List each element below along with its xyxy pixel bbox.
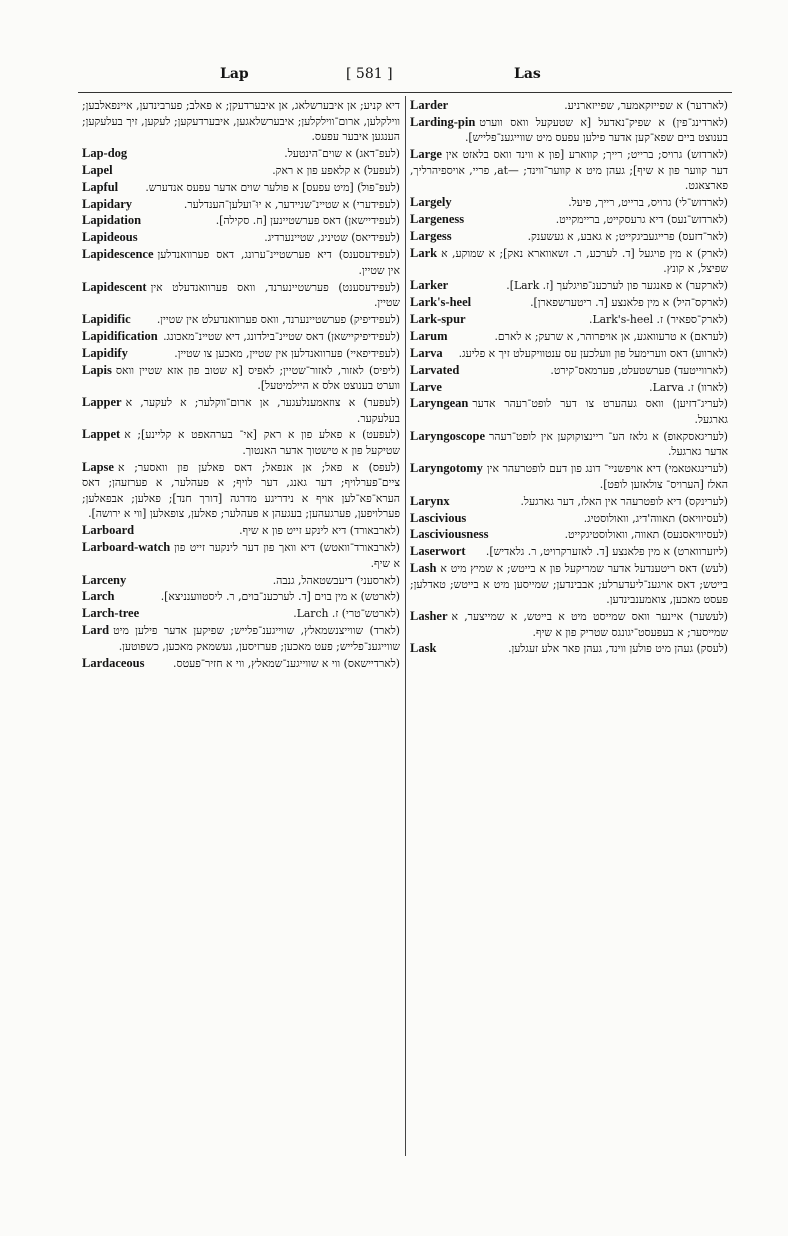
dictionary-entry [410, 429, 728, 460]
definition: (לארדזש־לי) גרויס, ברייט, רייך, פיעל. [568, 196, 728, 210]
definition: (לארווייטעד) פערשטעלט, פערמאס־קירט. [550, 363, 728, 377]
dictionary-entry [410, 380, 728, 396]
definition: (לארדזש) גרויס; ברייט; רייך; קווארע [פון א ווינד וואס בלאזט אין דער קווער פון א שיף]; געהן מיט א קווער־ווינד; —at, פריי, אויספיהרליך, פארצאגט. [410, 148, 728, 193]
headword: Lardaceous [82, 655, 145, 670]
definition: (לארסעני) דיעבשטאהל, גנבה. [272, 573, 400, 587]
definition: (לעפער) א צוזאמענלעגער, אן ארום־ווקלער; א לעקער, א בעלעקער. [125, 396, 400, 425]
headword: Lapidescent [82, 279, 147, 294]
headword: Lash [410, 561, 437, 576]
definition: (לעפידיאס) שטיניג, שטיינערדיג. [264, 231, 400, 245]
headword: Larum [410, 328, 448, 343]
headword: Lark-spur [410, 312, 466, 327]
column-divider [405, 96, 406, 1156]
headword: Lapidation [82, 213, 142, 228]
headword: Laryngoscope [410, 428, 485, 443]
dictionary-entry [410, 98, 728, 114]
headword: Larboard-watch [82, 540, 171, 555]
definition: (לארווע) דאס ווערימעל פון וועלכען עס ענטוויקעלט זיך א פליעג. [458, 346, 728, 360]
headword: Largess [410, 228, 452, 243]
dictionary-entry [410, 295, 728, 311]
right-column [410, 98, 728, 1158]
headword: Lapidific [82, 312, 131, 327]
definition: (לארד) שווייצנשמאלץ, שווייגענ־פלייש; שפיקען אדער פילען מיט שווייגענ־פלייש; פעט מאכען; פערזיסען, געשמאק מאכען, כשפוטען. [113, 624, 400, 653]
headword: Lasher [410, 609, 448, 624]
definition: (לארבאורד) דיא לינקע זייט פון א שיף. [239, 524, 400, 538]
dictionary-entry [82, 363, 400, 394]
headword: Lapidescence [82, 247, 154, 262]
dictionary-entry [410, 544, 728, 560]
headword: Lark [410, 245, 438, 260]
definition: (לערינקס) דיא לופטרעהר אין האלז, דער גארגעל. [520, 494, 728, 508]
continuation-text: דיא קניע; אן איבערשלאג, אן איבערדעקן; א פאלב; פערבינדען, איינפאלבען; ווילקלען, ארום־ווילקלען; איבערשלאגען, איבערדעקען; לעקען, זיך בעלעקען; הענגען איבער עפעס. [82, 99, 400, 143]
dictionary-entry [82, 427, 400, 458]
dictionary-entry [82, 540, 400, 571]
definition: (לעפידיפיק) פערשטיינערנד, וואס פערוואנדעלט אין שטיין. [156, 313, 400, 327]
dictionary-entry [82, 280, 400, 311]
definition: (לארדזש־נעס) דיא גרעסקייט, בריימקייט. [555, 213, 728, 227]
page-number: [ 581 ] [346, 66, 393, 82]
definition: (ליזערווארט) א מין פלאנצע [ד. לאזערקרויט, ר. גלאדיש]. [485, 545, 728, 559]
definition: (לעפעל) א קלאפע פון א ראק. [272, 163, 400, 177]
definition: (לארק) א מין פויגעל [ד. לערכע, ר. זשאווארא נאק]; א שמוקע, א שפיצל, א קונץ. [441, 246, 728, 276]
definition: (לערינגאטאמי) דיא אויפשניי־ דונג פון דעם לופטרעהר אין האלז [הערויס־ צולאזען לופט]. [486, 462, 728, 491]
headword: Lappet [82, 427, 121, 442]
headword: Larch-tree [82, 606, 140, 621]
dictionary-entry [82, 197, 400, 213]
dictionary-entry [82, 312, 400, 328]
dictionary-entry [82, 623, 400, 654]
definition: (לארטש־טרי) ז. Larch. [293, 607, 400, 621]
headword: Largely [410, 195, 452, 210]
dictionary-entry [410, 511, 728, 527]
dictionary-entry [410, 278, 728, 294]
dictionary-entry [82, 163, 400, 179]
definition: (לעפ־פול) [מיט עפעס] א פולער שוים אדער עפעס אנדערש. [145, 180, 400, 194]
definition: (לעפס) א פאל; אן אנפאל; דאס פאלען פון וואסער; א ציים־פערלויף; דער גאנג, דער לויף; א פעהלער, א פערזעהן; דאס הערא־פא־לען אויף א נידריגע מדרגה [דורך חנד]; פאלען; אבפאלען; פערלויפען, פערגעהען; בעגעהן א פעהלער; פאלען, צופאלען [ווי א ירושה]. [82, 460, 400, 521]
headword: Lard [82, 623, 110, 638]
definition: (לארקס־היל) א מין פלאנצע [ד. ריטערשפארן]. [530, 296, 728, 310]
headword: Lap-dog [82, 145, 128, 160]
dictionary-entry [410, 561, 728, 608]
dictionary-entry [82, 606, 400, 622]
definition: (לארקער) א פאנגער פון לערכענ־פויגלעך [ז. Lark]. [506, 279, 728, 293]
headword: Larceny [82, 572, 127, 587]
headword: Laryngean [410, 396, 469, 411]
definition: (לעפעט) א פאלע פון א ראק [אי־ בערהאפט א קליינע]; א שטיקעל פון א טישטוך אדער האנטוך. [124, 428, 400, 457]
headword: Laserwort [410, 544, 466, 559]
definition: (לעראם) א טרעוואגע, אן אויפרוהר, א שרעק; א לארם. [494, 329, 728, 343]
definition: (לעפידיישאן) דאס פערשטיינען [ח. סקילה]. [215, 214, 400, 228]
headword: Lapper [82, 395, 122, 410]
dictionary-entry [410, 229, 728, 245]
definition: (לארדינג־פין) א שפיק־נאדעל [א שטעקעל וואס ווערט בענוצט ביים שפא־קען אדער פילען עפעס מיט שווייגענ־פלייש]. [464, 115, 728, 145]
dictionary-entry [410, 609, 728, 640]
dictionary-entry [410, 641, 728, 657]
dictionary-entry [82, 656, 400, 672]
dictionary-entry [82, 247, 400, 278]
headword: Large [410, 147, 442, 162]
headword: Lascivious [410, 510, 467, 525]
dictionary-entry [410, 461, 728, 492]
definition: (ליפיס) לאזור, לאזור־שטיין; לאפיס [א שטוב פון אזא שטיין וואס ווערט בענוצט אלס א היילמיטעל]. [115, 363, 400, 393]
headword: Larding-pin [410, 114, 476, 129]
dictionary-entry [82, 523, 400, 539]
definition: (לארטש) א מין בוים [ד. לערכענ־בוים, ר. ליסטווענניצא]. [160, 590, 400, 604]
dictionary-entry [410, 346, 728, 362]
definition: (לעפידערי) א שטיינ־שניידער, א יוּ־ועלען־הענדלער. [183, 197, 400, 211]
definition: (לעסיוויאסנעס) תאווה, וואולוסטיגקייט. [564, 528, 728, 542]
definition: (לעריג־דזיען) וואס געהערט צו דער לופט־רעהר אדער גארגעל. [472, 397, 728, 426]
dictionary-entry [82, 213, 400, 229]
dictionary-entry [82, 395, 400, 426]
header-right-guideword: Las [514, 66, 541, 82]
definition: (לעפידעסענס) דיא פערשטיינ־ערונג, דאס פערוואנדלען אין שטיין. [157, 248, 400, 277]
dictionary-entry [410, 115, 728, 146]
headword: Lask [410, 641, 437, 656]
dictionary-entry [410, 212, 728, 228]
header-left-guideword: Lap [220, 66, 249, 82]
definition: (לעפידיפאיי) פערוואנדלען אין שטיין, מאכען צו שטיין. [174, 346, 400, 360]
definition: (לעפידעסענט) פערשטיינערנד, וואס פערוואנדעלט אין שטיין. [150, 280, 400, 310]
dictionary-entry [82, 230, 400, 246]
definition: (לעסק) געהן מיט פולען ווינד, געהן פאר אלע זעגלען. [508, 642, 728, 656]
definition: (לארק־ספאיר) ז. Lark's-heel. [589, 313, 728, 327]
dictionary-entry [82, 589, 400, 605]
headword: Larvated [410, 362, 460, 377]
definition: (לעסיוויאס) תאווה'דיג, וואולוסטיג. [583, 511, 728, 525]
headword: Lapidary [82, 196, 133, 211]
dictionary-entry [82, 346, 400, 362]
definition: (לעפ־דאג) א שוים־הינטעל. [284, 146, 400, 160]
definition: (לעפידיפיקיישאן) דאס שטיינ־בילדונג, דיא שטיינ־מאכונג. [163, 329, 400, 343]
headword: Lapidification [82, 328, 158, 343]
dictionary-entry [410, 494, 728, 510]
definition: (לעריגאסקאופ) א גלאז הע־ ריינצוקוקען אין לופט־רעהר אדער גארגעל. [489, 429, 728, 459]
headword: Lapel [82, 162, 113, 177]
left-column [82, 98, 400, 1158]
dictionary-entry [410, 246, 728, 277]
definition: (לארוו) ז. Larva. [649, 380, 728, 394]
headword: Lasciviousness [410, 527, 489, 542]
headword: Lapis [82, 362, 112, 377]
dictionary-entry [410, 147, 728, 194]
definition: (לארדיישאס) ווי א שווייגענ־שמאלץ, ווי א חזיר־פעטס. [173, 656, 400, 670]
headword: Laryngotomy [410, 461, 483, 476]
dictionary-entry [410, 195, 728, 211]
dictionary-entry [82, 146, 400, 162]
headword: Lapful [82, 179, 119, 194]
headword: Larder [410, 98, 449, 112]
dictionary-entry [410, 329, 728, 345]
headword: Larve [410, 379, 442, 394]
header-rule [78, 92, 732, 93]
dictionary-entry [82, 329, 400, 345]
dictionary-entry [410, 396, 728, 427]
headword: Lapideous [82, 230, 138, 245]
dictionary-entry [82, 460, 400, 522]
definition: (לעשער) איינער וואס שמייסט מיט א בייטש, א שמייצער, א שמייסער; א בעפעסט־יגונגס שטריק פון א שיף. [451, 610, 728, 639]
headword: Larker [410, 278, 449, 293]
dictionary-entry [410, 312, 728, 328]
page-header [78, 66, 728, 92]
headword: Largeness [410, 212, 465, 227]
dictionary-entry [410, 527, 728, 543]
definition: (לארדער) א שפייזקאמער, שפייזארניע. [564, 99, 728, 112]
definition: (לאר־דזעס) פרייגעביגקייט; א גאבע, א געשענק. [527, 229, 728, 243]
headword: Larynx [410, 493, 450, 508]
headword: Larva [410, 345, 443, 360]
definition: (לארבאורד־וואטש) דיא וואך פון דער לינקער זייט פון א שיף. [174, 541, 400, 570]
headword: Larch [82, 589, 115, 604]
headword: Larboard [82, 523, 135, 538]
dictionary-entry [82, 573, 400, 589]
headword: Lapse [82, 459, 114, 474]
headword: Lark's-heel [410, 295, 472, 310]
dictionary-entry [82, 180, 400, 196]
headword: Lapidify [82, 345, 128, 360]
definition: (לעש) דאס ריטענדעל אדער שמריקעל פון א בייטש; א שמיץ מיט א בייטש; דאס אויגענ־ליעדערלע; אבבינדען; שמייסען מיט א בייטש; טאדלען; פעסט מאכען, צואמענבינדען. [410, 562, 728, 607]
dictionary-entry [410, 363, 728, 379]
